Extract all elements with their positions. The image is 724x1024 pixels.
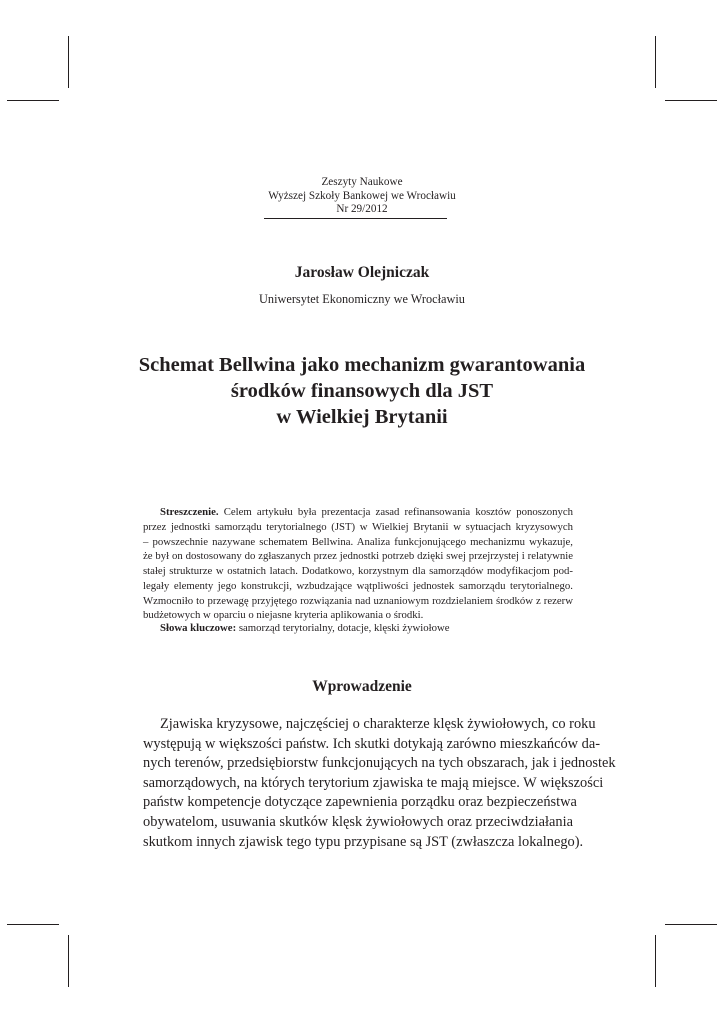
abstract bbox=[143, 505, 573, 623]
keywords-text: samorząd terytorialny, dotacje, klęski żywiołowe bbox=[238, 622, 450, 634]
abstract-line: stałej strukturze w ostatnich latach. Dodatkowo, korzystnym dla samorządów modyfikacjom pod- bbox=[143, 565, 573, 577]
abstract-line: – powszechnie nazywane schematem Bellwina. Analiza funkcjonującego mechanizmu wykazuje, bbox=[143, 535, 573, 548]
title-line: środków finansowych dla JST bbox=[230, 380, 494, 402]
abstract-text: Celem artykułu była prezentacja zasad refinansowania kosztów ponoszonych bbox=[223, 506, 574, 518]
abstract-line: legały elementy jego konstrukcji, wzbudzające wątpliwości jednostek samorządu terytorialnego. bbox=[143, 579, 573, 592]
crop-mark-bottom-right-vertical bbox=[655, 935, 656, 987]
body-line: obywatelom, usuwania skutków klęsk żywiołowych oraz przeciwdziałania bbox=[143, 813, 573, 830]
paper-title bbox=[0, 352, 724, 430]
section-body bbox=[143, 715, 616, 852]
abstract-line bbox=[143, 505, 573, 520]
journal-school: Wyższej Szkoły Bankowej we Wrocławiu bbox=[268, 189, 456, 202]
keywords bbox=[160, 622, 450, 634]
author-name: Jarosław Olejniczak bbox=[294, 264, 430, 281]
crop-mark-top-left-horizontal bbox=[7, 100, 59, 101]
section-heading: Wprowadzenie bbox=[312, 678, 412, 695]
body-line: samorządowych, na których terytorium zjawiska te mają miejsce. W większości bbox=[143, 774, 604, 791]
body-line: nych terenów, przedsiębiorstw funkcjonujących na tych obszarach, jak i jednostek bbox=[143, 755, 616, 772]
crop-mark-bottom-left-horizontal bbox=[7, 924, 59, 925]
body-line: skutkom innych zjawisk tego typu przypisane są JST (zwłaszcza lokalnego). bbox=[143, 833, 584, 850]
body-line: państw kompetencje dotyczące zapewnienia porządku oraz bezpieczeństwa bbox=[143, 794, 577, 811]
header-rule bbox=[264, 218, 447, 219]
abstract-line: budżetowych w oparciu o niejasne kryteria aplikowania o środki. bbox=[143, 609, 424, 622]
title-line: w Wielkiej Brytanii bbox=[276, 406, 448, 428]
journal-header bbox=[0, 176, 724, 217]
title-line: Schemat Bellwina jako mechanizm gwarantowania bbox=[138, 354, 586, 376]
journal-issue: Nr 29/2012 bbox=[336, 203, 388, 215]
crop-mark-top-right-vertical bbox=[655, 36, 656, 88]
body-line: występują w większości państw. Ich skutki dotykają zarówno mieszkańców da- bbox=[143, 735, 601, 752]
abstract-line: że był on dostosowany do zgłaszanych przez jednostki potrzeb dzięki swej przejrzystej i relatywnie bbox=[143, 550, 573, 563]
journal-name: Zeszyty Naukowe bbox=[321, 176, 403, 188]
crop-mark-bottom-right-horizontal bbox=[665, 924, 717, 925]
body-line: Zjawiska kryzysowe, najczęściej o charakterze klęsk żywiołowych, co roku bbox=[160, 716, 596, 732]
crop-mark-top-right-horizontal bbox=[665, 100, 717, 101]
crop-mark-bottom-left-vertical bbox=[68, 935, 69, 987]
abstract-label: Streszczenie. bbox=[160, 506, 219, 518]
author-affiliation: Uniwersytet Ekonomiczny we Wrocławiu bbox=[259, 292, 465, 306]
crop-mark-top-left-vertical bbox=[68, 36, 69, 88]
abstract-line: Wzmocniło to przewagę przyjętego rozwiązania nad uznaniowym rozdzielaniem środków z rezerw bbox=[143, 594, 573, 607]
keywords-label: Słowa kluczowe: bbox=[160, 622, 237, 634]
abstract-line: przez jednostki samorządu terytorialnego (JST) w Wielkiej Brytanii w sytuacjach kryzysowych bbox=[143, 520, 573, 533]
